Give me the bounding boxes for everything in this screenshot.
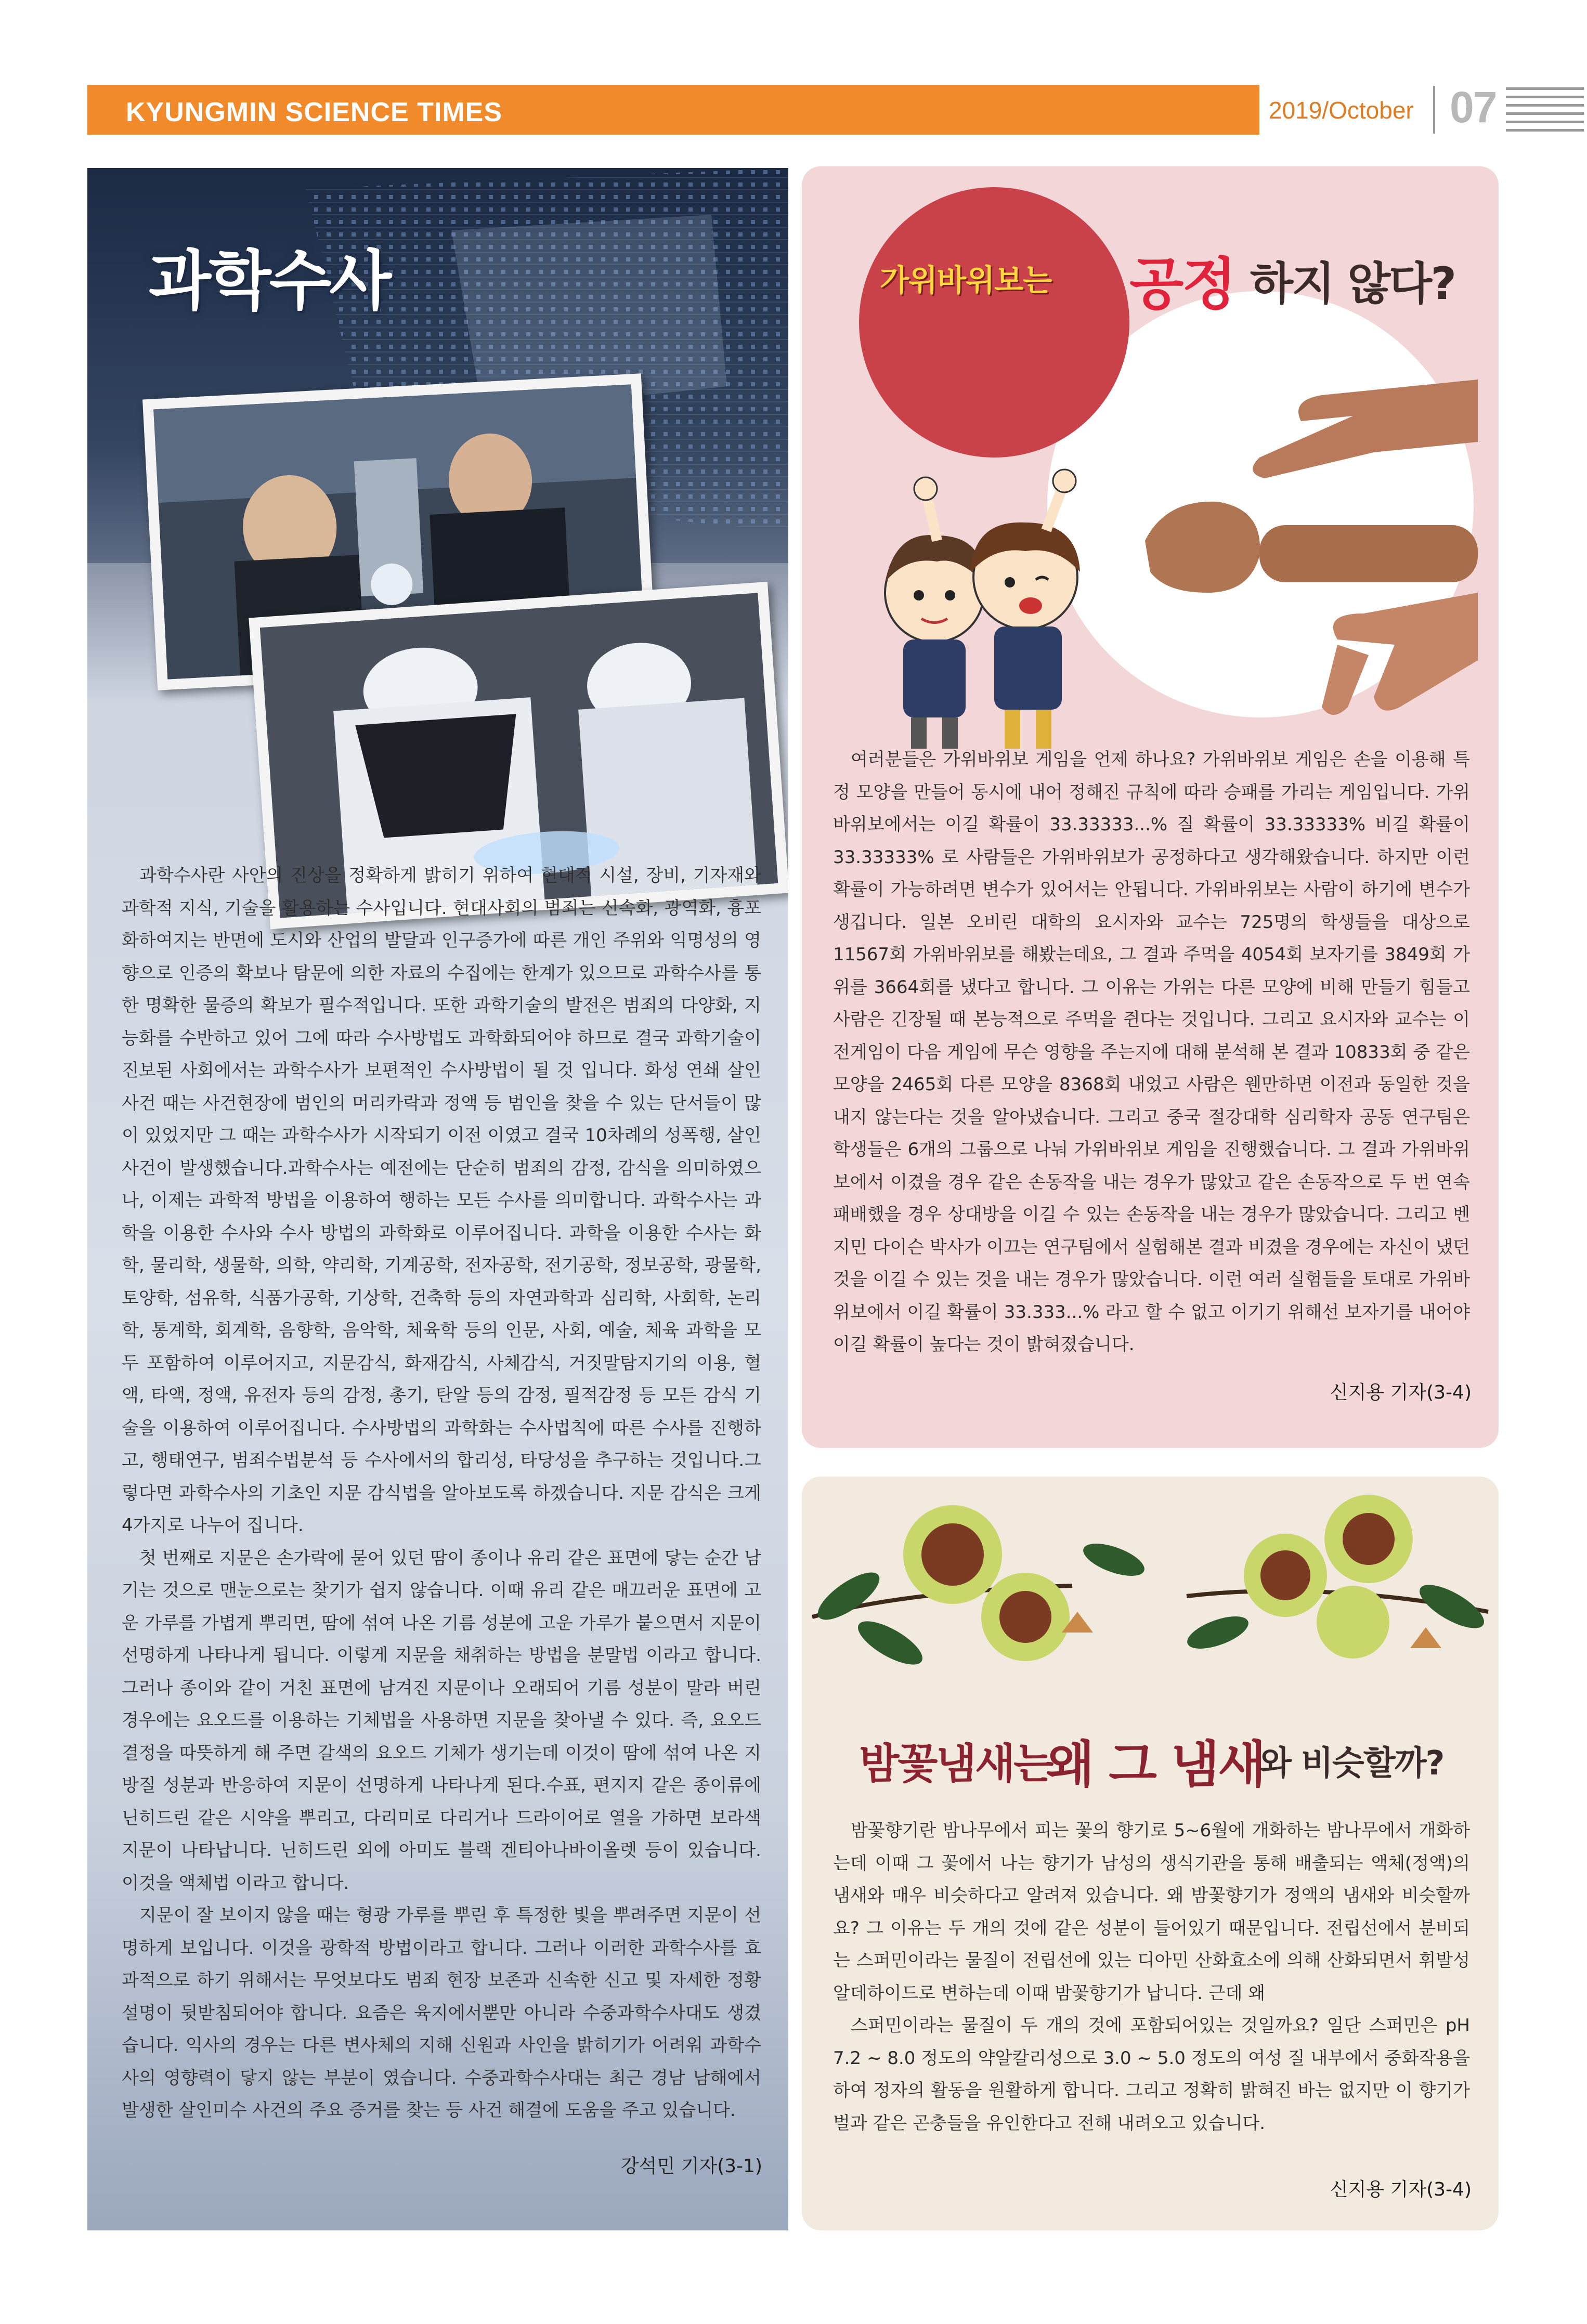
- forensic-title: 과학수사: [149, 244, 390, 319]
- chestnut-branch-left: [811, 1505, 1149, 1673]
- rps-title-part3: 하지 않다?: [1250, 258, 1455, 310]
- cartoon-boy: [885, 477, 984, 749]
- forensic-paragraph: 과학수사란 사안의 진상을 정확하게 밝히기 위하여 현대적 시설, 장비, 기자재와 과학적 지식, 기술을 활용하는 수사입니다. 현대사회의 범죄는 신속화, 광역화, 흉포화하여지는 반면에 도시와 산업의 발달과 인구증가에 따른 개인 주위와 익명성의 영향으로 인증의 확보나 탐문에 의한 자료의 수집에는 한계가 있으므로 과학수사를 통한 명확한 물증의 확보가 필수적입니다. 또한 과학기술의 발전은 범죄의 다양화, 지능화를 수반하고 있어 그에 따라 수사방법도 과학화되어야 하므로 결국 과학기술이 진보된 사회에서는 과학수사가 보편적인 수사방법이 될 것 입니다. 화성 연쇄 살인 사건 때는 사건현장에 범인의 머리카락과 정액 등 범인을 찾을 수 있는 단서들이 많이 있었지만 그 때는 과학수사가 시작되기 이전 이였고 결국 10차례의 성폭행, 살인 사건이 발생했습니다.과학수사는 예전에는 단순히 범죄의 감정, 감식을 의미하였으나, 이제는 과학적 방법을 이용하여 행하는 모든 수사를 의미합니다. 과학수사는 과학을 이용한 수사와 수사 방법의 과학화로 이루어집니다. 과학을 이용한 수사는 화학, 물리학, 생물학, 의학, 약리학, 기계공학, 전자공학, 전기공학, 정보공학, 광물학, 토양학, 섬유학, 식품가공학, 기상학, 건축학 등의 자연과학과 심리학, 사회학, 논리학, 통계학, 회계학, 음향학, 음악학, 체육학 등의 인문, 사회, 예술, 체육 과학을 모두 포함하여 이루어지고, 지문감식, 화재감식, 사체감식, 거짓말탐지기의 이용, 혈액, 타액, 정액, 유전자 등의 감정, 총기, 탄알 등의 감정, 필적감정 등 모든 감식 기술을 이용하여 이루어집니다. 수사방법의 과학화는 수사법칙에 따른 수사를 진행하고, 행태연구, 범죄수법분석 등 수사에서의 합리성, 타당성을 추구하는 것입니다.그렇다면 과학수사의 기초인 지문 감식법을 알아보도록 하겠습니다. 지문 감식은 크게 4가지로 나누어 집니다.: [122, 865, 761, 1536]
- chestnut-body: [833, 1814, 1470, 2139]
- header-decorative-lines: [1506, 87, 1584, 135]
- chestnut-article: [802, 1477, 1499, 2230]
- page-number: 07: [1450, 83, 1497, 132]
- chestnut-byline: 신지용 기자(3-4): [1330, 2179, 1472, 2200]
- chestnut-paragraph: 밤꽃향기란 밤나무에서 피는 꽃의 향기로 5~6월에 개화하는 밤나무에서 개화하는데 이때 그 꽃에서 나는 향기가 남성의 생식기관을 통해 배출되는 액체(정액)의 냄새와 매우 비슷하다고 알려져 있습니다. 왜 밤꽃향기가 정액의 냄새와 비슷할까요? 그 이유는 두 개의 것에 같은 성분이 들어있기 때문입니다. 전립선에서 분비되는 스퍼민이라는 물질이 전립선에 있는 디아민 산화효소에 의해 산화되면서 휘발성 알데하이드로 변하는데 이때 밤꽃향기가 납니다. 근데 왜: [833, 1820, 1470, 2004]
- rps-byline: 신지용 기자(3-4): [1330, 1382, 1472, 1403]
- cartoon-girl: [971, 469, 1080, 749]
- rps-hands: [1145, 380, 1478, 715]
- header-divider: [1433, 86, 1435, 134]
- chestnut-title-part2: 왜 그 냄새: [1046, 1735, 1265, 1794]
- issue-date: 2019/October: [1269, 97, 1414, 124]
- masthead: KYUNGMIN SCIENCE TIMES: [126, 97, 503, 127]
- rps-body: [833, 743, 1470, 1361]
- rps-title-part2: 공정: [1129, 252, 1235, 317]
- forensic-body: [122, 859, 761, 2127]
- chestnut-title-part3: 와 비슷할까?: [1259, 1744, 1444, 1783]
- rps-paragraph: 여러분들은 가위바위보 게임을 언제 하나요? 가위바위보 게임은 손을 이용해 특정 모양을 만들어 동시에 내어 정해진 규칙에 따라 승패를 가리는 게임입니다. 가위바위보에서는 이길 확률이 33.33333...% 질 확률이 33.33333% 비길 확률이 33.33333% 로 사람들은 가위바위보가 공정하다고 생각해왔습니다. 하지만 이런 확률이 가능하려면 변수가 있어서는 안됩니다. 가위바위보는 사람이 하기에 변수가 생깁니다. 일본 오비린 대학의 요시자와 교수는 725명의 학생들을 대상으로 11567회 가위바위보를 해봤는데요, 그 결과 주먹을 4054회 보자기를 3849회 가위를 3664회를 냈다고 합니다. 그 이유는 가위는 다른 모양에 비해 만들기 힘들고 사람은 긴장될 때 본능적으로 주먹을 쥔다는 것입니다. 그리고 요시자와 교수는 이전게임이 다음 게임에 무슨 영향을 주는지에 대해 분석해 본 결과 10833회 중 같은 모양을 2465회 다른 모양을 8368회 내었고 사람은 웬만하면 이전과 동일한 것을 내지 않는다는 것을 알아냈습니다. 그리고 중국 절강대학 심리학자 공동 연구팀은 학생들은 6개의 그룹으로 나눠 가위바위보 게임을 진행했습니다. 그 결과 가위바위보에서 이겼을 경우 같은 손동작을 내는 경우가 많았고 같은 손동작으로 두 번 연속 패배했을 경우 상대방을 이길 수 있는 손동작을 내는 경우가 많았습니다. 그리고 벤지민 다이슨 박사가 이끄는 연구팀에서 실험해본 결과 비겼을 경우에는 자신이 냈던 것을 이길 수 있는 것을 내는 경우가 많았습니다. 이런 여러 실험들을 토대로 가위바위보에서 이길 확률이 33.333...% 라고 할 수 없고 이기기 위해선 보자기를 내어야 이길 확률이 높다는 것이 밝혀졌습니다.: [833, 749, 1470, 1355]
- chestnut-title-part1: 밤꽃냄새는: [859, 1740, 1052, 1788]
- rps-title-part1: 가위바위보는: [880, 263, 1052, 298]
- forensic-paragraph: 첫 번째로 지문은 손가락에 묻어 있던 땀이 종이나 유리 같은 표면에 닿는 순간 남기는 것으로 맨눈으로는 찾기가 쉽지 않습니다. 이때 유리 같은 매끄러운 표면에 고운 가루를 가볍게 뿌리면, 땀에 섞여 나온 기름 성분에 고운 가루가 붙으면서 지문이 선명하게 나타나게 됩니다. 이렇게 지문을 채취하는 방법을 분말법 이라고 합니다.그러나 종이와 같이 거친 표면에 남겨진 지문이나 오래되어 기름 성분이 말라 버린 경우에는 요오드를 이용하는 기체법을 사용하면 지문을 찾아낼 수 있다. 즉, 요오드 결정을 따뜻하게 해 주면 갈색의 요오드 기체가 생기는데 이것이 땀에 섞여 나온 지방질 성분과 반응하여 지문이 선명하게 나타나게 된다.수표, 편지지 같은 종이류에 닌히드린 같은 시약을 뿌리고, 다리미로 다리거나 드라이어로 열을 가하면 보라색 지문이 나타납니다. 닌히드린 외에 아미도 블랙 겐티아나바이올렛 등이 있습니다. 이것을 액체법 이라고 합니다.: [122, 1547, 761, 1894]
- rps-article: [802, 166, 1499, 1448]
- chestnut-branch-right: [1183, 1495, 1490, 1659]
- rps-illustration: [854, 322, 1478, 754]
- chestnut-illustration: [802, 1477, 1499, 1737]
- forensic-byline: 강석민 기자(3-1): [620, 2156, 762, 2177]
- forensic-paragraph: 지문이 잘 보이지 않을 때는 형광 가루를 뿌린 후 특정한 빛을 뿌려주면 지문이 선명하게 보입니다. 이것을 광학적 방법이라고 합니다. 그러나 이러한 과학수사를 효과적으로 하기 위해서는 무엇보다도 범죄 현장 보존과 신속한 신고 및 자세한 정황 설명이 뒷받침되어야 합니다. 요즘은 육지에서뿐만 아니라 수중과학수사대도 생겼습니다. 익사의 경우는 다른 변사체의 지해 신원과 사인을 밝히기가 어려워 과학수사의 영향력이 닿지 않는 부분이 였습니다. 수중과학수사대는 최근 경남 남해에서 발생한 살인미수 사건의 주요 증거를 찾는 등 사건 해결에 도움을 주고 있습니다.: [122, 1905, 761, 2121]
- chestnut-paragraph: 스퍼민이라는 물질이 두 개의 것에 포함되어있는 것일까요? 일단 스퍼민은 pH 7.2 ~ 8.0 정도의 약알칼리성으로 3.0 ~ 5.0 정도의 여성 질 내부에서 중화작용을 하여 정자의 활동을 원활하게 합니다. 그리고 정확히 밝혀진 바는 없지만 이 향기가 벌과 같은 곤충들을 유인한다고 전해 내려오고 있습니다.: [833, 2015, 1470, 2134]
- forensic-article: [87, 168, 788, 2230]
